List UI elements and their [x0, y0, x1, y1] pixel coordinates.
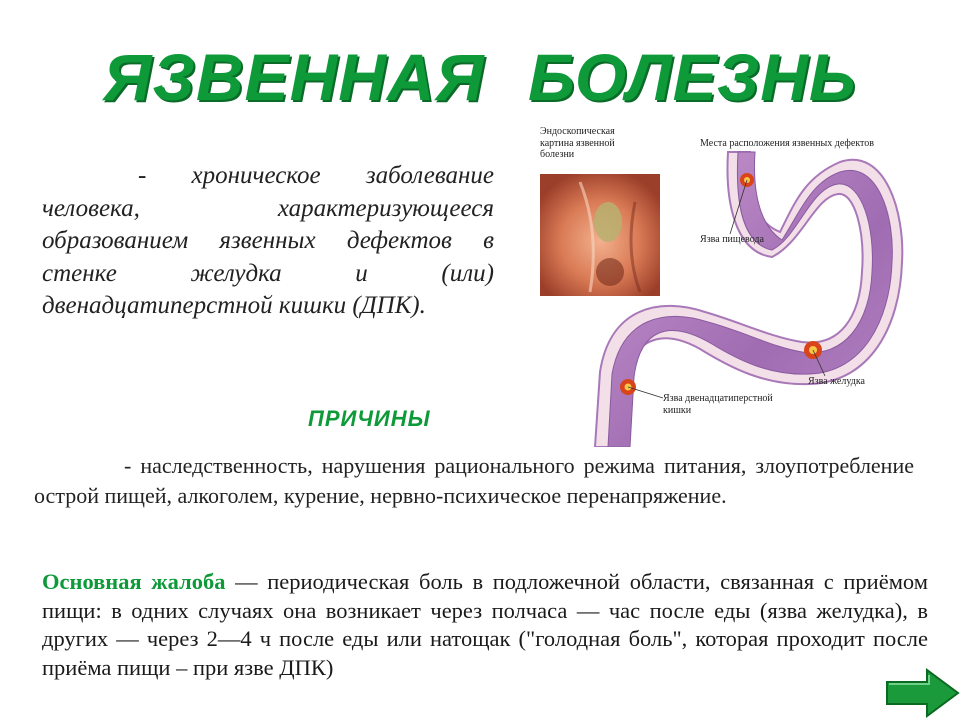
complaint-block	[42, 568, 928, 682]
esophagus-ulcer-label: Язва пищевода	[700, 234, 764, 245]
complaint-text: — периодическая боль в подложечной области, связанная с приёмом пищи: в одних случаях она возникает через полчаса — час после еды (язва желудка), в других — через 2—4 ч после еды или натощак ("голодная боль", которая проходит после приёма пищи – при язве ДПК)	[42, 569, 928, 680]
stomach-illustration	[540, 122, 910, 447]
causes-text: - наследственность, нарушения рационального режима питания, злоупотребление острой пищей, алкоголем, курение, нервно-психическое перенапряжение.	[34, 453, 914, 508]
stomach-ulcer-label: Язва желудка	[808, 376, 865, 387]
page-title: ЯЗВЕННАЯ БОЛЕЗНЬ	[103, 40, 857, 114]
definition-block	[42, 160, 494, 323]
duodenal-ulcer-label: Язва двенадцатиперстной кишки	[663, 393, 773, 416]
causes-block	[34, 451, 914, 511]
complaint-label: Основная жалоба	[42, 569, 226, 594]
definition-text: - хроническое заболевание человека, характеризующееся образованием язвенных дефектов в стенке желудка и (или) двенадцатиперстной кишки (ДПК).	[42, 162, 494, 319]
endoscopic-label: Эндоскопическая картина язвенной болезни	[540, 126, 615, 160]
next-slide-button[interactable]	[885, 668, 960, 718]
arrow-right-icon	[885, 668, 960, 718]
sites-label: Места расположения язвенных дефектов	[700, 138, 874, 149]
causes-heading: ПРИЧИНЫ	[308, 406, 431, 431]
